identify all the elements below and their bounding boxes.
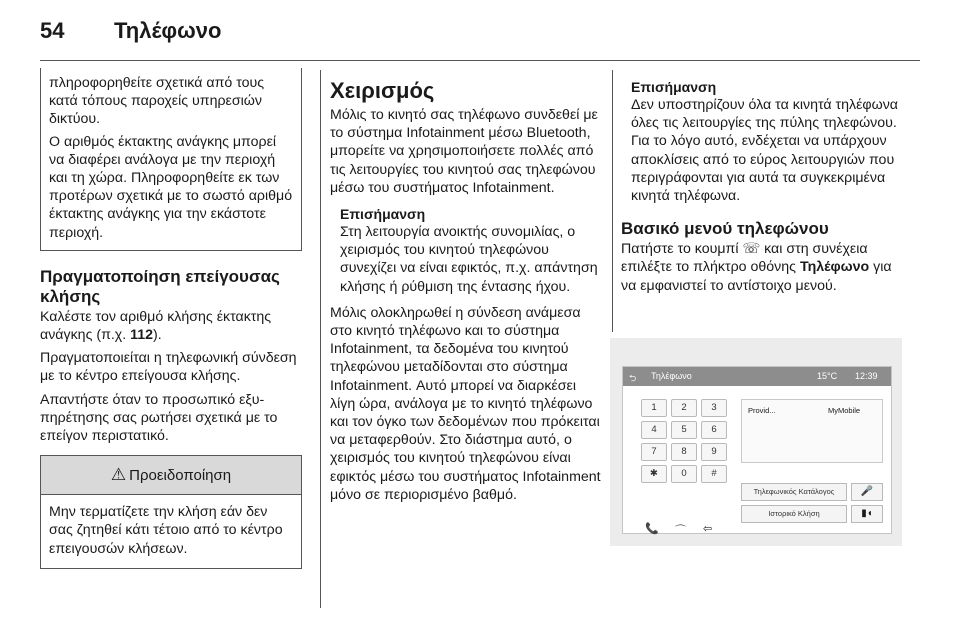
info-paragraph: Ο αριθμός έκτακτης ανάγκης μπορεί να διαφέρει ανάλογα με την περιοχή και τη χώρα. Πληροφορηθείτε εκ των προτέρων σχετικά με το σωστό αριθμό έκτακτης ανάγκης για την εκάστοτε περιοχή. bbox=[49, 133, 293, 241]
note-block bbox=[340, 205, 602, 296]
column-divider-right bbox=[612, 70, 613, 332]
note-title: Επισήμανση bbox=[631, 79, 717, 95]
warning-box bbox=[40, 455, 302, 569]
warning-title: Προειδοποίηση bbox=[129, 466, 232, 484]
note-block bbox=[631, 78, 905, 205]
body-paragraph: Μόλις το κινητό σας τηλέφωνο συνδεθεί με το σύστημα Infotainment μέσω Bluetooth, μπορείτε να χρησιμοποιήσετε πολλές από τις λειτουργίες του κινητού σας τηλεφώνου μέσω του συστήματος Infotainment. bbox=[330, 107, 598, 196]
note-title: Επισήμανση bbox=[340, 206, 426, 223]
page-title: Τηλέφωνο bbox=[114, 18, 222, 43]
warning-text: Μην τερματίζετε την κλήση εάν δεν σας ζητηθεί κάτι τέτοιο από το κέντρο επειγουσών κλήσεων. bbox=[49, 504, 283, 557]
middle-column bbox=[330, 78, 602, 504]
phone-menu-display bbox=[622, 366, 892, 537]
emergency-number: 112 bbox=[130, 327, 154, 344]
phone-softkey-label: Τηλέφωνο bbox=[799, 259, 870, 276]
clock-readout: 12:39 bbox=[855, 371, 878, 381]
column-divider-left bbox=[320, 70, 321, 608]
info-paragraph: πληροφορηθείτε σχετικά από τους κατά τόπους παροχείς υπηρεσιών δικτύου. bbox=[49, 75, 265, 128]
call-icon[interactable]: 📞 bbox=[645, 523, 659, 535]
section-heading-emergency-call: Πραγματοποίηση επείγουσας κλήσης bbox=[40, 266, 280, 306]
body-paragraph: Πραγματοποιείται η τηλεφωνική σύνδεση με το κέντρο επείγουσα κλήσης. bbox=[40, 350, 297, 385]
section-heading-operation: Χειρισμός bbox=[330, 78, 435, 103]
screen-title: Τηλέφωνο bbox=[651, 371, 692, 381]
infotainment-screen-image bbox=[610, 338, 902, 546]
keypad-key-4[interactable]: 4 bbox=[641, 421, 667, 439]
keypad-key-hash[interactable]: # bbox=[701, 465, 727, 483]
hang-up-icon[interactable]: ⌒ bbox=[675, 525, 686, 537]
keypad-key-3[interactable]: 3 bbox=[701, 399, 727, 417]
network-name: MyMobile bbox=[828, 406, 861, 415]
keypad-key-7[interactable]: 7 bbox=[641, 443, 667, 461]
speaker-icon[interactable]: ▮◖ bbox=[851, 505, 883, 523]
section-heading-phone-menu: Βασικό μενού τηλεφώνου bbox=[621, 219, 829, 239]
note-text: Δεν υποστηρίζουν όλα τα κινητά τηλέφωνα όλες τις λειτουργίες της πύλης τηλεφώνου. Για το λόγο αυτό, ενδέχεται να υπάρχουν αποκλίσεις από το εύρος λειτουργιών που περιγράφονται για αυτά τα συγκεκριμένα κινητά τηλέφωνα. bbox=[631, 97, 898, 205]
body-paragraph: Πατήστε το κουμπί ☏ και στη συνέχεια επιλέξτε το πλήκτρο οθόνης Τηλέφωνο για να εμφανιστεί το αντίστοιχο μενού. bbox=[621, 241, 892, 294]
keypad-key-0[interactable]: 0 bbox=[671, 465, 697, 483]
keypad-key-8[interactable]: 8 bbox=[671, 443, 697, 461]
keypad-key-star[interactable]: ✱ bbox=[641, 465, 667, 483]
note-text: Στη λειτουργία ανοικτής συνομιλίας, ο χειρισμός του κινητού τηλεφώνου συνεχίζει να είναι εφικτός, π.χ. απάντηση κλήσης ή ρύθμιση της έντασης ήχου. bbox=[340, 224, 598, 295]
backspace-icon[interactable]: ⇦ bbox=[703, 523, 713, 535]
call-history-button[interactable]: Ιστορικό Κλήση bbox=[741, 505, 847, 523]
keypad-key-9[interactable]: 9 bbox=[701, 443, 727, 461]
microphone-icon[interactable]: 🎤 bbox=[851, 483, 883, 501]
body-paragraph: Μόλις ολοκληρωθεί η σύνδεση ανάμεσα στο κινητό τηλέφωνο και το σύστημα Infotainment, τα δεδομένα του κινητού τηλεφώνου μεταδίδονται στο σύστημα Infotainment. Αυτό μπορεί να διαρκέσει λίγη ώρα, ανάλογα με το κινητό τηλέφωνο και τον όγκο των δεδομένων που πρόκειται να μεταφερθούν. Στο διάστημα αυτό, ο χειρισμός του κινητού τηλεφώνου είναι εφικτός μέσω του συστήματος Infotainment μόνο σε περιορισμένο βαθμό. bbox=[330, 304, 601, 503]
keypad-key-1[interactable]: 1 bbox=[641, 399, 667, 417]
screen-title-bar bbox=[623, 367, 891, 386]
body-paragraph: Απαντήστε όταν το προσωπικό εξυπηρέτησης σας ρωτήσει σχετικά με το επείγον περιστατικό. bbox=[40, 391, 278, 445]
left-column bbox=[40, 68, 302, 569]
temperature-readout: 15°C bbox=[817, 371, 838, 381]
provider-display bbox=[741, 399, 883, 463]
body-paragraph: Καλέστε τον αριθμό κλήσης έκτακτης ανάγκης (π.χ. 112). bbox=[40, 308, 272, 344]
contacts-button[interactable]: Τηλεφωνικός Κατάλογος bbox=[741, 483, 847, 501]
header-rule bbox=[40, 60, 920, 61]
info-box bbox=[40, 68, 302, 251]
back-icon[interactable]: ⮌ bbox=[629, 373, 637, 383]
warning-header bbox=[41, 456, 301, 495]
keypad-key-6[interactable]: 6 bbox=[701, 421, 727, 439]
provider-label: Provid... bbox=[748, 406, 776, 415]
warning-icon: ⚠ bbox=[110, 465, 127, 485]
page-number: 54 bbox=[40, 18, 65, 43]
right-column bbox=[621, 78, 905, 295]
keypad-key-5[interactable]: 5 bbox=[671, 421, 697, 439]
keypad-key-2[interactable]: 2 bbox=[671, 399, 697, 417]
phone-button-icon: ☏ bbox=[742, 241, 761, 258]
